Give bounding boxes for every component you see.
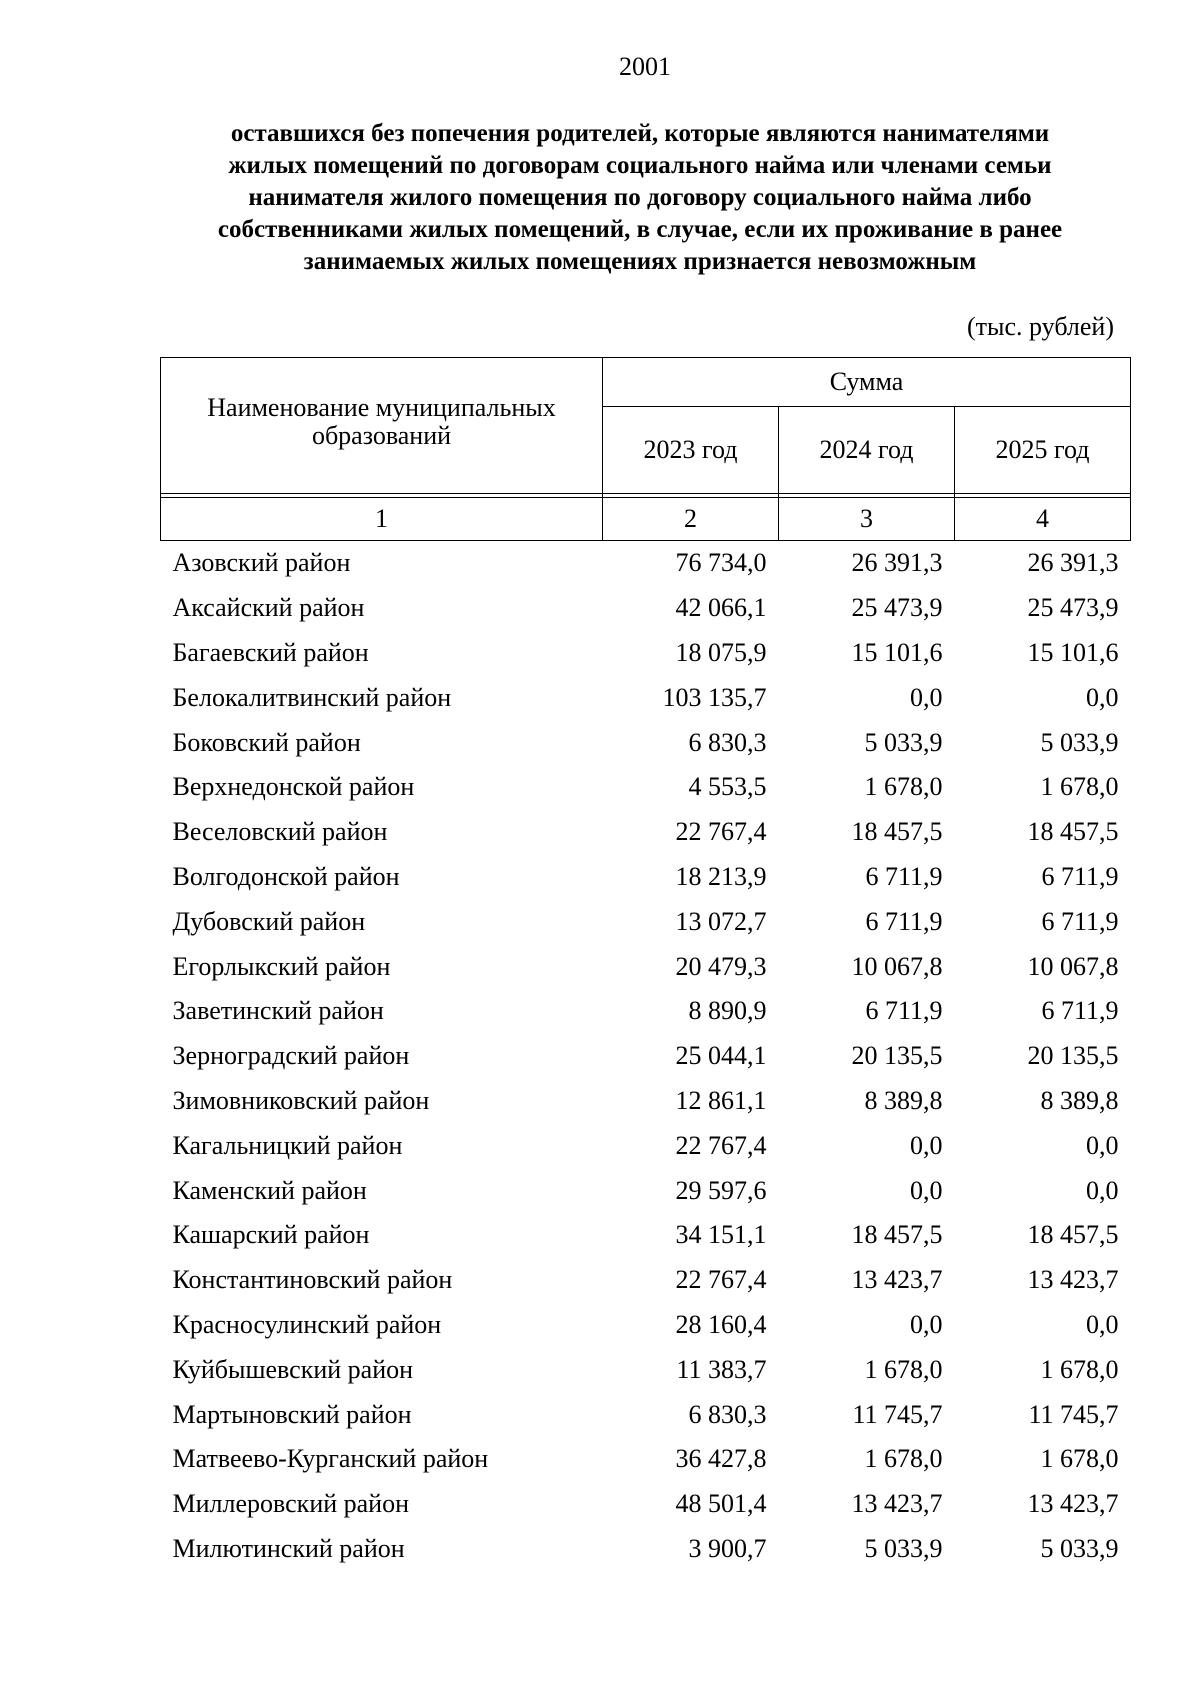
amount-2024: 10 067,8 [851, 951, 943, 981]
header-sum: Сумма [603, 358, 1131, 407]
amount-2023: 28 160,4 [675, 1309, 767, 1339]
municipality-name: Красносулинский район [172, 1309, 442, 1339]
amount-2024: 25 473,9 [851, 593, 943, 623]
amount-2023: 6 830,3 [688, 727, 767, 757]
amount-2025: 15 101,6 [1027, 637, 1119, 667]
amount-2025: 18 457,5 [1027, 817, 1119, 847]
amount-2023: 22 767,4 [675, 1130, 767, 1160]
table-row [161, 1123, 1131, 1168]
amount-2025: 13 423,7 [1027, 1265, 1119, 1295]
amount-2023: 25 044,1 [675, 1041, 767, 1071]
municipality-name: Зимовниковский район [172, 1085, 430, 1115]
amount-2024: 18 457,5 [851, 817, 943, 847]
municipality-name: Константиновский район [172, 1265, 453, 1295]
municipality-name: Егорлыкский район [172, 951, 391, 981]
amount-2025: 26 391,3 [1027, 548, 1119, 578]
amount-2024: 0,0 [910, 1309, 943, 1339]
header-year-2024: 2024 год [779, 407, 955, 494]
municipality-name: Азовский район [172, 548, 351, 578]
allocation-table [160, 357, 1131, 1571]
header-municipality: Наименование муниципальных образований [161, 358, 603, 494]
title-line: нанимателя жилого помещения по договору социального найма либо [248, 184, 1032, 211]
table-row [161, 810, 1131, 855]
municipality-name: Милютинский район [172, 1533, 405, 1563]
table-row [161, 989, 1131, 1034]
amount-2024: 1 678,0 [864, 1444, 943, 1474]
page-number: 2001 [619, 52, 671, 81]
title-line: занимаемых жилых помещениях признается невозможным [303, 248, 977, 275]
table-row [161, 675, 1131, 720]
amount-2025: 25 473,9 [1027, 593, 1119, 623]
table-row [161, 1168, 1131, 1213]
amount-2024: 18 457,5 [851, 1220, 943, 1250]
municipality-name: Каменский район [172, 1175, 367, 1205]
municipality-name: Куйбышевский район [172, 1354, 414, 1384]
amount-2024: 0,0 [910, 1130, 943, 1160]
title-line: собственниками жилых помещений, в случае, если их проживание в ранее [217, 216, 1063, 243]
amount-2025: 6 711,9 [1041, 861, 1119, 891]
table-row [161, 1392, 1131, 1437]
municipality-name: Заветинский район [172, 996, 384, 1026]
amount-2023: 4 553,5 [688, 772, 767, 802]
amount-2024: 1 678,0 [864, 1354, 943, 1384]
amount-2025: 5 033,9 [1040, 1533, 1119, 1563]
amount-2024: 6 711,9 [865, 906, 943, 936]
amount-2023: 103 135,7 [662, 682, 767, 712]
municipality-name: Верхнедонской район [172, 772, 415, 802]
column-number: 4 [955, 498, 1131, 541]
municipality-name: Багаевский район [172, 637, 369, 667]
column-number: 1 [161, 498, 603, 541]
amount-2023: 76 734,0 [675, 548, 767, 578]
amount-2024: 11 745,7 [852, 1399, 943, 1429]
amount-2024: 13 423,7 [851, 1489, 943, 1519]
municipality-name: Волгодонской район [172, 861, 400, 891]
table-row [161, 1482, 1131, 1527]
amount-2025: 1 678,0 [1040, 1354, 1119, 1384]
header-year-2025: 2025 год [955, 407, 1131, 494]
table-row [161, 1258, 1131, 1303]
table-row [161, 1213, 1131, 1258]
amount-2024: 5 033,9 [864, 727, 943, 757]
amount-2025: 20 135,5 [1027, 1041, 1119, 1071]
amount-2024: 13 423,7 [851, 1265, 943, 1295]
amount-2025: 11 745,7 [1028, 1399, 1119, 1429]
amount-2024: 5 033,9 [864, 1533, 943, 1563]
table-row [161, 765, 1131, 810]
table-row [161, 899, 1131, 944]
table-row [161, 586, 1131, 631]
amount-2025: 13 423,7 [1027, 1489, 1119, 1519]
amount-2023: 22 767,4 [675, 817, 767, 847]
municipality-name: Веселовский район [172, 817, 388, 847]
amount-2025: 5 033,9 [1040, 727, 1119, 757]
amount-2025: 0,0 [1086, 682, 1119, 712]
municipality-name: Белокалитвинский район [172, 682, 452, 712]
amount-2025: 1 678,0 [1040, 1444, 1119, 1474]
amount-2024: 0,0 [910, 1175, 943, 1205]
title-line: оставшихся без попечения родителей, которые являются нанимателями [230, 120, 1050, 147]
amount-2023: 18 075,9 [675, 637, 767, 667]
amount-2023: 29 597,6 [675, 1175, 767, 1205]
amount-2023: 42 066,1 [675, 593, 767, 623]
amount-2023: 8 890,9 [688, 996, 767, 1026]
amount-2023: 3 900,7 [688, 1533, 767, 1563]
amount-2023: 20 479,3 [675, 951, 767, 981]
table-row [161, 855, 1131, 900]
amount-2024: 20 135,5 [851, 1041, 943, 1071]
table-row [161, 1347, 1131, 1392]
column-number: 2 [603, 498, 779, 541]
municipality-name: Боковский район [172, 727, 361, 757]
amount-2023: 12 861,1 [675, 1085, 767, 1115]
amount-2023: 18 213,9 [675, 861, 767, 891]
units-label: (тыс. рублей) [966, 312, 1114, 341]
table-row [161, 720, 1131, 765]
amount-2024: 6 711,9 [865, 996, 943, 1026]
amount-2024: 26 391,3 [851, 548, 943, 578]
amount-2025: 0,0 [1086, 1130, 1119, 1160]
municipality-name: Аксайский район [172, 593, 365, 623]
amount-2025: 1 678,0 [1040, 772, 1119, 802]
municipality-name: Зерноградский район [172, 1041, 410, 1071]
amount-2024: 1 678,0 [864, 772, 943, 802]
table-body [161, 541, 1131, 1572]
amount-2024: 15 101,6 [851, 637, 943, 667]
title-line: жилых помещений по договорам социального найма или членами семьи [228, 152, 1052, 179]
amount-2023: 6 830,3 [688, 1399, 767, 1429]
column-number: 3 [779, 498, 955, 541]
amount-2025: 18 457,5 [1027, 1220, 1119, 1250]
document-title [150, 118, 1130, 278]
table-row [161, 1034, 1131, 1079]
amount-2023: 48 501,4 [675, 1489, 767, 1519]
table-row [161, 1303, 1131, 1348]
amount-2023: 22 767,4 [675, 1265, 767, 1295]
amount-2025: 0,0 [1086, 1309, 1119, 1339]
amount-2023: 36 427,8 [675, 1444, 767, 1474]
municipality-name: Матвеево-Курганский район [172, 1444, 489, 1474]
table-row [161, 1437, 1131, 1482]
amount-2025: 0,0 [1086, 1175, 1119, 1205]
table-row [161, 631, 1131, 676]
municipality-name: Дубовский район [172, 906, 366, 936]
table-row [161, 1079, 1131, 1124]
municipality-name: Мартыновский район [172, 1399, 412, 1429]
amount-2023: 13 072,7 [675, 906, 767, 936]
amount-2025: 6 711,9 [1041, 996, 1119, 1026]
amount-2024: 0,0 [910, 682, 943, 712]
header-year-2023: 2023 год [603, 407, 779, 494]
amount-2023: 34 151,1 [675, 1220, 767, 1250]
municipality-name: Миллеровский район [172, 1489, 410, 1519]
amount-2025: 6 711,9 [1041, 906, 1119, 936]
table-row [161, 944, 1131, 989]
municipality-name: Кагальницкий район [172, 1130, 403, 1160]
amount-2024: 6 711,9 [865, 861, 943, 891]
amount-2025: 8 389,8 [1040, 1085, 1119, 1115]
municipality-name: Кашарский район [172, 1220, 370, 1250]
amount-2023: 11 383,7 [676, 1354, 767, 1384]
table-row [161, 541, 1131, 586]
amount-2024: 8 389,8 [864, 1085, 943, 1115]
amount-2025: 10 067,8 [1027, 951, 1119, 981]
table-row [161, 1527, 1131, 1572]
